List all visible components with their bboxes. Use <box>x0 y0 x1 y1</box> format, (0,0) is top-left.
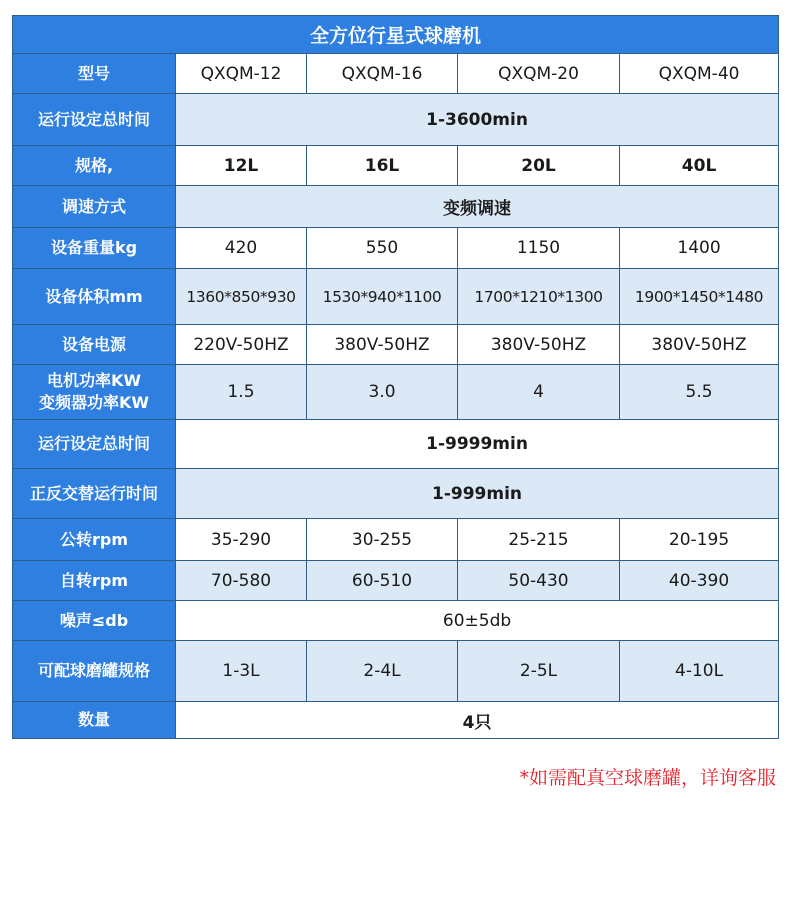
row-jar-spec <box>13 641 779 702</box>
row-run-time-1 <box>13 94 779 146</box>
cell-value: 35-290 <box>176 519 307 561</box>
cell-value: 2-5L <box>458 641 620 702</box>
row-label: 型号 <box>13 54 176 94</box>
row-power-supply <box>13 325 779 365</box>
cell-value: 550 <box>307 228 458 269</box>
row-label-line: 电机功率KW <box>46 371 142 390</box>
cell-value: 1-3600min <box>176 94 779 146</box>
cell-value: 1-9999min <box>176 420 779 469</box>
cell-value: 70-580 <box>176 561 307 601</box>
row-label: 公转rpm <box>13 519 176 561</box>
row-label-line: 变频器功率KW <box>38 393 150 412</box>
row-label: 设备重量kg <box>13 228 176 269</box>
cell-value: QXQM-12 <box>176 54 307 94</box>
row-label: 设备电源 <box>13 325 176 365</box>
cell-value: 1150 <box>458 228 620 269</box>
cell-value: 40L <box>620 146 779 186</box>
table-title: 全方位行星式球磨机 <box>13 16 779 54</box>
cell-value: 420 <box>176 228 307 269</box>
cell-value: 1.5 <box>176 365 307 420</box>
row-quantity <box>13 702 779 739</box>
cell-value: 1530*940*1100 <box>307 269 458 325</box>
cell-value: 1700*1210*1300 <box>458 269 620 325</box>
row-label: 设备体积mm <box>13 269 176 325</box>
cell-value: 1360*850*930 <box>176 269 307 325</box>
row-noise <box>13 601 779 641</box>
cell-value: 1400 <box>620 228 779 269</box>
cell-value: 1-3L <box>176 641 307 702</box>
row-label: 规格, <box>13 146 176 186</box>
row-label: 调速方式 <box>13 186 176 228</box>
title-row <box>13 16 779 54</box>
row-label: 正反交替运行时间 <box>13 469 176 519</box>
cell-value: 变频调速 <box>176 186 779 228</box>
row-label: 数量 <box>13 702 176 739</box>
cell-value: 380V-50HZ <box>458 325 620 365</box>
cell-value: 380V-50HZ <box>620 325 779 365</box>
row-speed-mode <box>13 186 779 228</box>
row-label: 噪声≤db <box>13 601 176 641</box>
vacuum-jar-note: *如需配真空球磨罐，详询客服 <box>519 767 776 789</box>
cell-value: 380V-50HZ <box>307 325 458 365</box>
cell-value: 16L <box>307 146 458 186</box>
row-volume <box>13 269 779 325</box>
row-label: 自转rpm <box>13 561 176 601</box>
row-run-time-2 <box>13 420 779 469</box>
spec-table <box>12 15 779 739</box>
cell-value: 1900*1450*1480 <box>620 269 779 325</box>
cell-value: QXQM-16 <box>307 54 458 94</box>
row-label: 可配球磨罐规格 <box>13 641 176 702</box>
cell-value: 3.0 <box>307 365 458 420</box>
row-motor-power <box>13 365 779 420</box>
row-rotation <box>13 561 779 601</box>
cell-value: 20L <box>458 146 620 186</box>
cell-value: 4只 <box>176 702 779 739</box>
row-label: 运行设定总时间 <box>13 94 176 146</box>
cell-value: 50-430 <box>458 561 620 601</box>
cell-value: 220V-50HZ <box>176 325 307 365</box>
row-label <box>13 365 176 420</box>
cell-value: 2-4L <box>307 641 458 702</box>
row-spec <box>13 146 779 186</box>
cell-value: 4 <box>458 365 620 420</box>
cell-value: 25-215 <box>458 519 620 561</box>
cell-value: 20-195 <box>620 519 779 561</box>
cell-value: QXQM-20 <box>458 54 620 94</box>
cell-value: 4-10L <box>620 641 779 702</box>
row-model <box>13 54 779 94</box>
row-alternate-time <box>13 469 779 519</box>
row-label: 运行设定总时间 <box>13 420 176 469</box>
cell-value: 60±5db <box>176 601 779 641</box>
row-revolution <box>13 519 779 561</box>
cell-value: QXQM-40 <box>620 54 779 94</box>
cell-value: 1-999min <box>176 469 779 519</box>
row-weight <box>13 228 779 269</box>
cell-value: 60-510 <box>307 561 458 601</box>
cell-value: 40-390 <box>620 561 779 601</box>
cell-value: 12L <box>176 146 307 186</box>
cell-value: 5.5 <box>620 365 779 420</box>
cell-value: 30-255 <box>307 519 458 561</box>
